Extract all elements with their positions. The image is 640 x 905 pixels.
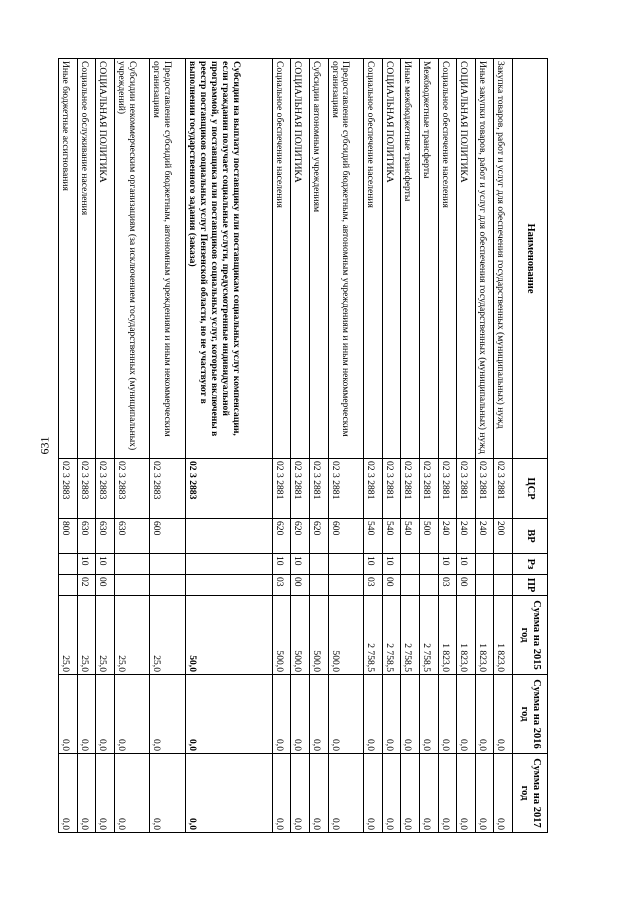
cell-csr: 02 3 2881 (438, 459, 457, 519)
cell-csr: 02 3 2881 (272, 459, 291, 519)
cell-vr: 540 (401, 519, 420, 554)
cell-sum-2017: 0,0 (96, 754, 115, 833)
table-row (328, 59, 364, 833)
cell-vr: 620 (310, 519, 329, 554)
cell-sum-2015: 2 758,5 (364, 596, 383, 675)
cell-name: Иные закупки товаров, работ и услуг для обеспечения государственных (муниципальных) нужд (475, 59, 494, 459)
cell-csr: 02 3 2881 (475, 459, 494, 519)
cell-vr: 240 (438, 519, 457, 554)
cell-csr: 02 3 2881 (291, 459, 310, 519)
cell-rz (114, 554, 150, 575)
table-row (114, 59, 150, 833)
cell-sum-2017: 0,0 (59, 754, 78, 833)
cell-rz: 10 (77, 554, 96, 575)
table-row (401, 59, 420, 833)
cell-sum-2017: 0,0 (401, 754, 420, 833)
cell-vr: 540 (382, 519, 401, 554)
cell-sum-2017: 0,0 (328, 754, 364, 833)
cell-pr: 03 (364, 575, 383, 596)
cell-vr: 600 (150, 519, 186, 554)
cell-pr: 02 (77, 575, 96, 596)
table-body (59, 59, 513, 833)
cell-csr: 02 3 2881 (382, 459, 401, 519)
cell-rz: 10 (96, 554, 115, 575)
cell-sum-2016: 0,0 (291, 675, 310, 754)
cell-csr: 02 3 2881 (328, 459, 364, 519)
cell-sum-2016: 0,0 (150, 675, 186, 754)
cell-name: СОЦИАЛЬНАЯ ПОЛИТИКА (291, 59, 310, 459)
cell-sum-2015: 25,0 (150, 596, 186, 675)
cell-vr: 800 (59, 519, 78, 554)
cell-pr (114, 575, 150, 596)
cell-name: Предоставление субсидий бюджетным, автономным учреждениям и иным некоммерческим организациям (328, 59, 364, 459)
cell-sum-2017: 0,0 (114, 754, 150, 833)
cell-pr: 00 (96, 575, 115, 596)
cell-pr (310, 575, 329, 596)
cell-sum-2016: 0,0 (364, 675, 383, 754)
cell-vr: 240 (475, 519, 494, 554)
header-vr: ВР (513, 519, 548, 554)
cell-pr (401, 575, 420, 596)
cell-sum-2015: 25,0 (77, 596, 96, 675)
cell-sum-2017: 0,0 (420, 754, 439, 833)
cell-rz (401, 554, 420, 575)
cell-name: СОЦИАЛЬНАЯ ПОЛИТИКА (457, 59, 476, 459)
cell-pr (186, 575, 273, 596)
cell-sum-2016: 0,0 (457, 675, 476, 754)
cell-csr: 02 3 2883 (150, 459, 186, 519)
cell-name: Социальное обеспечение населения (438, 59, 457, 459)
cell-csr: 02 3 2883 (114, 459, 150, 519)
cell-pr (494, 575, 513, 596)
table-row (310, 59, 329, 833)
cell-pr: 03 (272, 575, 291, 596)
table-row (59, 59, 78, 833)
cell-csr: 02 3 2881 (364, 459, 383, 519)
cell-sum-2015: 50,0 (186, 596, 273, 675)
cell-vr: 500 (420, 519, 439, 554)
cell-pr (420, 575, 439, 596)
header-rz: Рз (513, 554, 548, 575)
cell-csr: 02 3 2881 (310, 459, 329, 519)
cell-rz (59, 554, 78, 575)
cell-name: Предоставление субсидий бюджетным, автономным учреждениям и иным некоммерческим организациям (150, 59, 186, 459)
cell-name: Социальное обслуживание населения (77, 59, 96, 459)
cell-csr: 02 3 2881 (457, 459, 476, 519)
cell-sum-2016: 0,0 (186, 675, 273, 754)
table-row (77, 59, 96, 833)
cell-rz (186, 554, 273, 575)
cell-sum-2016: 0,0 (438, 675, 457, 754)
cell-name: Иные бюджетные ассигнования (59, 59, 78, 459)
cell-sum-2015: 1 823,0 (438, 596, 457, 675)
cell-vr: 600 (328, 519, 364, 554)
cell-sum-2015: 500,0 (310, 596, 329, 675)
cell-sum-2015: 500,0 (272, 596, 291, 675)
cell-pr (475, 575, 494, 596)
cell-sum-2015: 25,0 (59, 596, 78, 675)
cell-rz (310, 554, 329, 575)
cell-vr: 630 (114, 519, 150, 554)
cell-sum-2016: 0,0 (382, 675, 401, 754)
cell-csr: 02 3 2881 (401, 459, 420, 519)
table-row (457, 59, 476, 833)
cell-rz (150, 554, 186, 575)
table-row (438, 59, 457, 833)
budget-table (58, 58, 548, 833)
cell-sum-2015: 2 758,5 (420, 596, 439, 675)
rotated-page-content (58, 58, 548, 832)
cell-sum-2016: 0,0 (475, 675, 494, 754)
cell-sum-2017: 0,0 (438, 754, 457, 833)
table-row (96, 59, 115, 833)
cell-sum-2017: 0,0 (310, 754, 329, 833)
cell-vr: 200 (494, 519, 513, 554)
cell-sum-2017: 0,0 (364, 754, 383, 833)
cell-sum-2016: 0,0 (420, 675, 439, 754)
cell-csr: 02 3 2883 (96, 459, 115, 519)
table-row (150, 59, 186, 833)
page-number: 631 (37, 436, 52, 455)
cell-pr: 00 (457, 575, 476, 596)
cell-rz: 10 (364, 554, 383, 575)
cell-sum-2017: 0,0 (150, 754, 186, 833)
cell-name: СОЦИАЛЬНАЯ ПОЛИТИКА (96, 59, 115, 459)
cell-sum-2015: 1 823,0 (475, 596, 494, 675)
cell-sum-2015: 2 758,5 (382, 596, 401, 675)
cell-sum-2015: 500,0 (328, 596, 364, 675)
cell-name: Иные межбюджетные трансферты (401, 59, 420, 459)
header-sum-2016: Сумма на 2016 год (513, 675, 548, 754)
cell-name: Субсидии на выплату поставщику или поставщикам социальных услуг компенсации, если гражданин получает социальные услуги, предусмотренные индивидуальной программой, у поставщика или поставщиков социальных услуг, которые включены в реестр поставщиков социальных услуг Пензенской области, но не участвуют в выполнении государственного задания (заказа) (186, 59, 273, 459)
cell-sum-2017: 0,0 (186, 754, 273, 833)
cell-csr: 02 3 2883 (77, 459, 96, 519)
cell-name: СОЦИАЛЬНАЯ ПОЛИТИКА (382, 59, 401, 459)
cell-vr: 620 (272, 519, 291, 554)
cell-vr: 540 (364, 519, 383, 554)
table-row (364, 59, 383, 833)
table-row (291, 59, 310, 833)
cell-sum-2017: 0,0 (494, 754, 513, 833)
cell-pr (59, 575, 78, 596)
cell-sum-2016: 0,0 (77, 675, 96, 754)
cell-csr: 02 3 2883 (186, 459, 273, 519)
cell-sum-2017: 0,0 (272, 754, 291, 833)
cell-sum-2015: 2 758,5 (401, 596, 420, 675)
cell-csr: 02 3 2883 (59, 459, 78, 519)
cell-pr: 03 (438, 575, 457, 596)
table-header-row (513, 59, 548, 833)
cell-name: Межбюджетные трансферты (420, 59, 439, 459)
cell-sum-2015: 25,0 (114, 596, 150, 675)
table-row (420, 59, 439, 833)
cell-sum-2016: 0,0 (310, 675, 329, 754)
cell-sum-2016: 0,0 (59, 675, 78, 754)
cell-vr: 630 (77, 519, 96, 554)
cell-sum-2017: 0,0 (475, 754, 494, 833)
cell-csr: 02 3 2881 (420, 459, 439, 519)
cell-sum-2016: 0,0 (96, 675, 115, 754)
table-row (475, 59, 494, 833)
cell-sum-2015: 25,0 (96, 596, 115, 675)
table-row (272, 59, 291, 833)
cell-name: Социальное обеспечение населения (364, 59, 383, 459)
cell-vr: 240 (457, 519, 476, 554)
cell-name: Закупка товаров, работ и услуг для обеспечения государственных (муниципальных) нужд (494, 59, 513, 459)
cell-pr (150, 575, 186, 596)
cell-rz: 10 (272, 554, 291, 575)
cell-vr: 630 (96, 519, 115, 554)
cell-name: Субсидии автономным учреждениям (310, 59, 329, 459)
cell-rz: 10 (382, 554, 401, 575)
header-name: Наименование (513, 59, 548, 459)
header-csr: ЦСР (513, 459, 548, 519)
cell-sum-2016: 0,0 (494, 675, 513, 754)
cell-rz: 10 (291, 554, 310, 575)
cell-rz (494, 554, 513, 575)
cell-pr: 00 (382, 575, 401, 596)
cell-name: Социальное обеспечение населения (272, 59, 291, 459)
cell-sum-2017: 0,0 (291, 754, 310, 833)
cell-sum-2016: 0,0 (272, 675, 291, 754)
table-row (382, 59, 401, 833)
cell-name: Субсидии некоммерческим организациям (за исключением государственных (муниципальных) учреждений) (114, 59, 150, 459)
cell-vr: 620 (291, 519, 310, 554)
table-row (186, 59, 273, 833)
cell-pr (328, 575, 364, 596)
cell-rz: 10 (457, 554, 476, 575)
cell-sum-2016: 0,0 (114, 675, 150, 754)
cell-sum-2015: 1 823,0 (494, 596, 513, 675)
cell-rz (475, 554, 494, 575)
cell-sum-2017: 0,0 (457, 754, 476, 833)
cell-sum-2017: 0,0 (77, 754, 96, 833)
cell-sum-2015: 500,0 (291, 596, 310, 675)
header-pr: ПР (513, 575, 548, 596)
header-sum-2017: Сумма на 2017 год (513, 754, 548, 833)
table-row (494, 59, 513, 833)
cell-rz: 10 (438, 554, 457, 575)
cell-sum-2016: 0,0 (401, 675, 420, 754)
cell-vr (186, 519, 273, 554)
cell-rz (420, 554, 439, 575)
cell-sum-2017: 0,0 (382, 754, 401, 833)
cell-sum-2015: 1 823,0 (457, 596, 476, 675)
header-sum-2015: Сумма на 2015 год (513, 596, 548, 675)
cell-sum-2016: 0,0 (328, 675, 364, 754)
cell-rz (328, 554, 364, 575)
cell-pr: 00 (291, 575, 310, 596)
cell-csr: 02 3 2881 (494, 459, 513, 519)
